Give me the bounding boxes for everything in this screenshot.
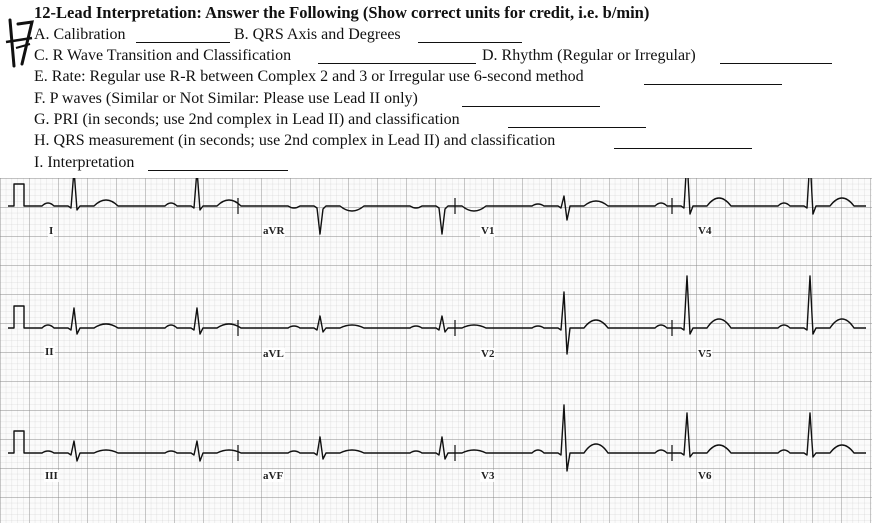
lead-label-avl: aVL	[263, 348, 284, 360]
answer-blank-b[interactable]	[418, 42, 522, 43]
question-d: D. Rhythm (Regular or Irregular)	[482, 47, 696, 64]
answer-blank-g[interactable]	[508, 127, 646, 128]
question-g: G. PRI (in seconds; use 2nd complex in Lead II) and classification	[34, 111, 460, 128]
lead-label-iii: III	[45, 470, 58, 482]
lead-label-v6: V6	[698, 470, 712, 482]
lead-label-v3: V3	[481, 470, 495, 482]
question-e: E. Rate: Regular use R-R between Complex 2 and 3 or Irregular use 6-second method	[34, 68, 584, 85]
worksheet-title: 12-Lead Interpretation: Answer the Following (Show correct units for credit, i.e. b/min)	[34, 3, 650, 22]
ecg-tracing	[0, 178, 872, 523]
lead-label-avf: aVF	[263, 470, 284, 482]
question-a: A. Calibration	[34, 26, 126, 43]
answer-blank-h[interactable]	[614, 148, 752, 149]
handwritten-mark	[2, 14, 36, 72]
answer-blank-d[interactable]	[720, 63, 832, 64]
question-b: B. QRS Axis and Degrees	[234, 26, 401, 43]
answer-blank-a[interactable]	[136, 42, 230, 43]
ecg-grid	[0, 178, 872, 523]
question-f: F. P waves (Similar or Not Similar: Please use Lead II only)	[34, 90, 418, 107]
lead-label-v4: V4	[698, 225, 712, 237]
lead-label-ii: II	[45, 346, 54, 358]
lead-label-v1: V1	[481, 225, 495, 237]
lead-label-v5: V5	[698, 348, 712, 360]
lead-label-i: I	[49, 225, 54, 237]
question-h: H. QRS measurement (in seconds; use 2nd complex in Lead II) and classification	[34, 132, 556, 149]
question-c: C. R Wave Transition and Classification	[34, 47, 292, 64]
answer-blank-i[interactable]	[148, 170, 288, 171]
answer-blank-e[interactable]	[644, 84, 782, 85]
lead-label-v2: V2	[481, 348, 495, 360]
question-i: I. Interpretation	[34, 154, 135, 171]
question-sheet	[0, 0, 872, 178]
answer-blank-f[interactable]	[462, 106, 600, 107]
lead-label-avr: aVR	[263, 225, 285, 237]
answer-blank-c[interactable]	[318, 63, 476, 64]
